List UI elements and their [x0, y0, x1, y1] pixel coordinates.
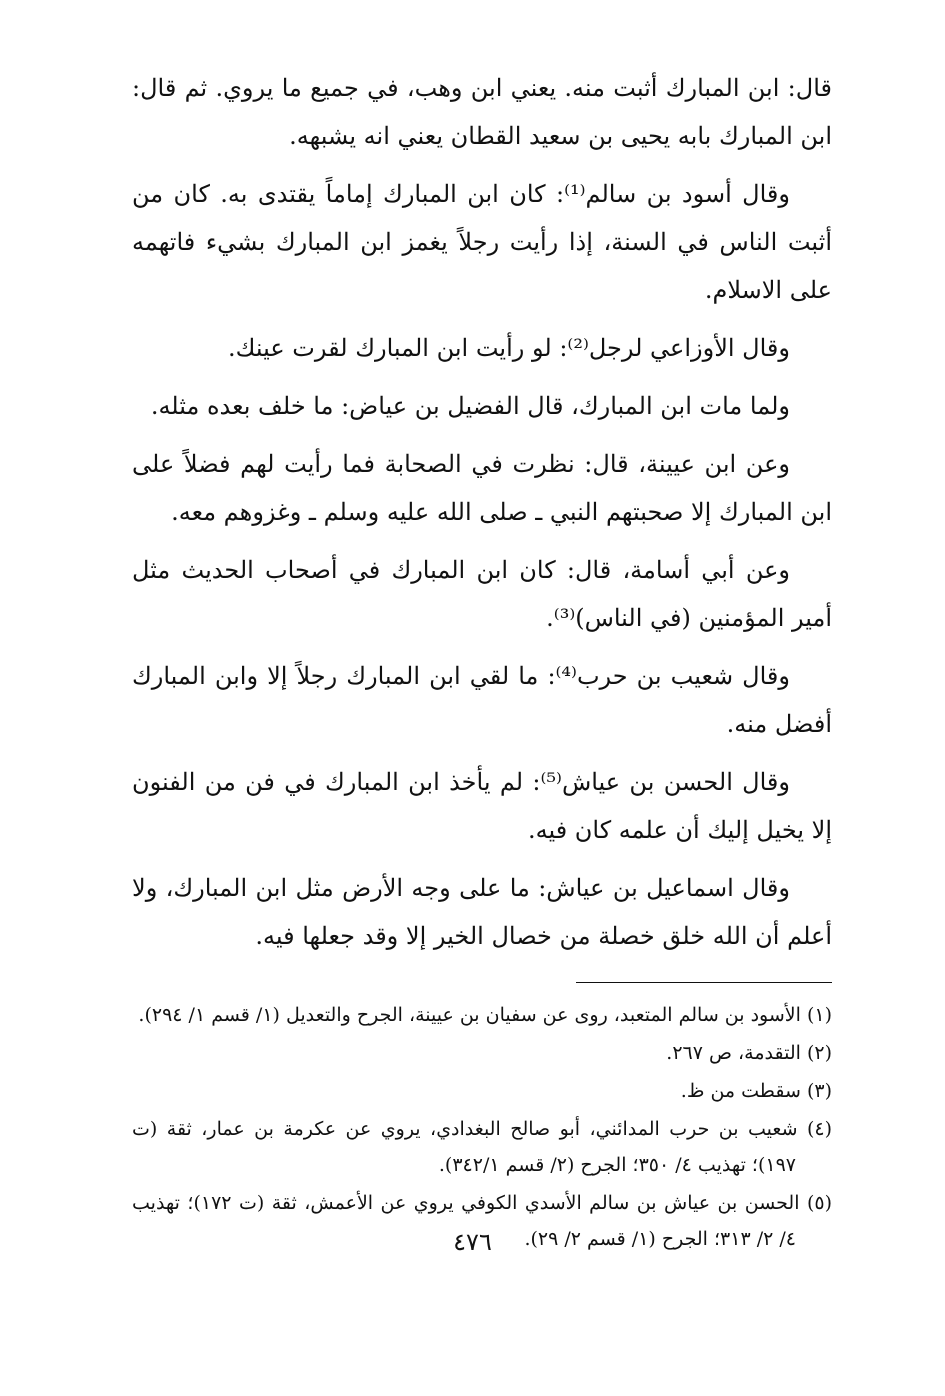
paragraph: قال: ابن المبارك أثبت منه. يعني ابن وهب، في جميع ما يروي. ثم قال: ابن المبارك بابه يحيى بن سعيد القطان يعني انه يشبهه.: [132, 74, 832, 150]
footnotes: [132, 997, 832, 1257]
paragraph: وقال شعيب بن حرب⁽⁴⁾: ما لقي ابن المبارك رجلاً إلا وابن المبارك أفضل منه.: [132, 662, 832, 738]
paragraph: وعن ابن عيينة، قال: نظرت في الصحابة فما رأيت لهم فضلاً على ابن المبارك إلا صحبتهم النبي ـ صلى الله عليه وسلم ـ وغزوهم معه.: [132, 450, 832, 526]
paragraph: وقال أسود بن سالم⁽¹⁾: كان ابن المبارك إماماً يقتدى به. كان من أثبت الناس في السنة، إذا رأيت رجلاً يغمز ابن المبارك بشيء فاتهمه على الاسلام.: [132, 180, 832, 304]
paragraph: وقال الأوزاعي لرجل⁽²⁾: لو رأيت ابن المبارك لقرت عينك.: [227, 334, 790, 362]
footnote: (٢) التقدمة، ص ٢٦٧.: [666, 1042, 832, 1064]
page-number: ٤٧٦: [453, 1228, 492, 1256]
footnote: (٣) سقطت من ظ.: [680, 1080, 832, 1102]
paragraph: وعن أبي أسامة، قال: كان ابن المبارك في أصحاب الحديث مثل أمير المؤمنين (في الناس)⁽³⁾.: [132, 556, 832, 632]
footnote: (٥) الحسن بن عياش بن سالم الأسدي الكوفي يروي عن الأعمش، ثقة (ت ١٧٢)؛ تهذيب ٤/ ٢/ ٣١٣؛ الجرح (١/ قسم ٢/ ٢٩).: [132, 1192, 832, 1250]
paragraph: ولما مات ابن المبارك، قال الفضيل بن عياض: ما خلف بعده مثله.: [150, 392, 790, 420]
paragraph: وقال الحسن بن عياش⁽⁵⁾: لم يأخذ ابن المبارك في فن من الفنون إلا يخيل إليك أن علمه كان فيه.: [132, 768, 832, 844]
footnote-separator: [576, 982, 832, 983]
main-text: [132, 64, 832, 960]
footnote: (٤) شعيب بن حرب المدائني، أبو صالح البغدادي، يروي عن عكرمة بن عمار، ثقة (ت ١٩٧)؛ تهذيب ٤/ ٣٥٠؛ الجرح (٢/ قسم ٣٤٢/١).: [132, 1118, 832, 1176]
footnote: (١) الأسود بن سالم المتعبد، روى عن سفيان بن عيينة، الجرح والتعديل (١/ قسم ١/ ٢٩٤).: [138, 1004, 832, 1026]
paragraph: وقال اسماعيل بن عياش: ما على وجه الأرض مثل ابن المبارك، ولا أعلم أن الله خلق خصلة من خصال الخير إلا وقد جعلها فيه.: [132, 874, 832, 950]
book-page: [132, 64, 832, 1364]
